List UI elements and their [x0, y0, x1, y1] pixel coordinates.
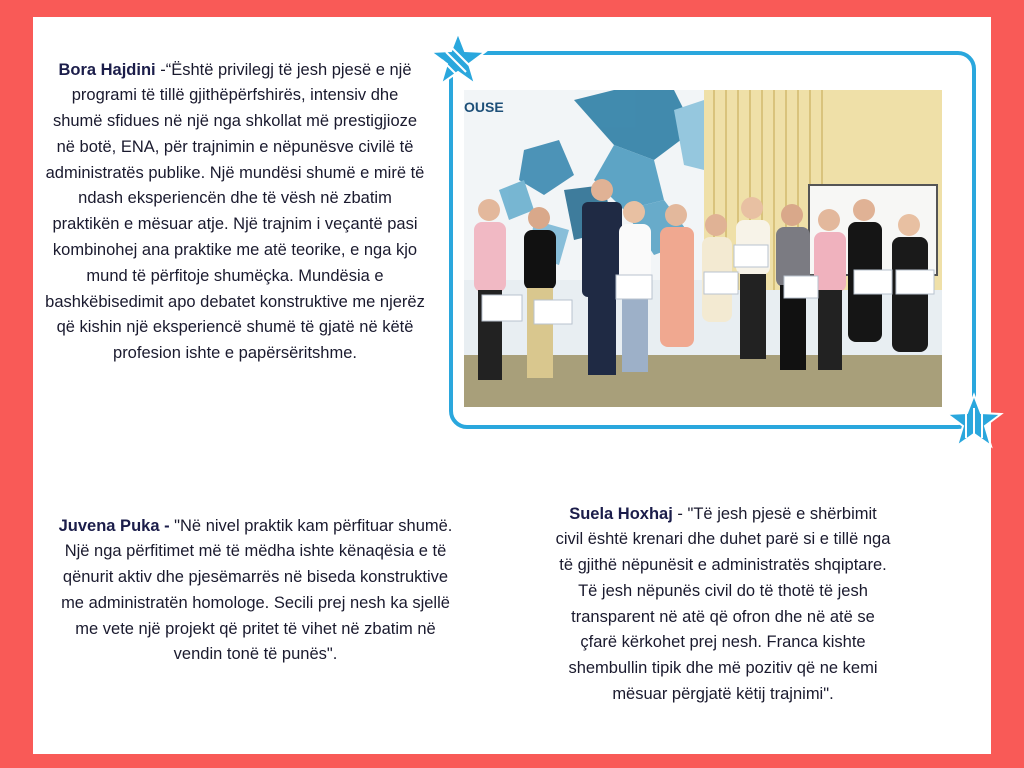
group-photo-illustration [464, 90, 942, 407]
quote-text: "Në nivel praktik kam përfituar shumë. Një nga përfitimet më të mëdha ishte kënaqësia e të qënurit aktiv dhe pjesëmarrës në biseda konstruktive me administratën homologe. Secili prej nesh ka sjellë me vete një projekt që pritet të vihet në zbatim në vendin tonë të punës". [61, 516, 453, 664]
group-photo [464, 90, 942, 407]
quote-juvena-puka [53, 514, 458, 669]
wall-text: OUSE [464, 99, 504, 115]
quote-suela-hoxhaj [555, 502, 891, 708]
quote-author: Bora Hajdini [58, 60, 156, 79]
quote-author: Suela Hoxhaj [569, 504, 673, 523]
star-icon [428, 30, 488, 90]
quote-bora-hajdini [45, 58, 425, 368]
quote-author: Juvena Puka - [58, 516, 170, 535]
quote-text: -“Është privilegj të jesh pjesë e një programi të tillë gjithëpërfshirës, intensiv dhe shumë sfidues në një nga shkollat më prestigjioze në botë, ENA, për trajnimin e nëpunësve civilë të administratës publike. Një mundësi shumë e mirë të ndash eksperiencën dhe të vësh në zbatim praktikën e mësuar atje. Një trajnim i veçantë pasi kombinohej ana praktike me atë teorike, e nga kjo mund të përfitoje shumëçka. Mundësia e bashkëbisedimit apo debatet konstruktive me njerëz që kishin një eksperiencë shumë të gjatë në këtë profesion ishte e papërsëritshme. [45, 60, 425, 363]
quote-text: - "Të jesh pjesë e shërbimit civil është krenari dhe duhet parë si e tillë nga të gjithë nëpunësit e administratës shqiptare. Të jesh nëpunës civil do të thotë të jesh transparent në atë që ofron dhe në atë se çfarë kërkohet prej nesh. Franca kishte shembullin tipik dhe më pozitiv që ne kemi mësuar përgjatë këtij trajnimi". [555, 504, 891, 704]
star-icon [944, 392, 1004, 452]
